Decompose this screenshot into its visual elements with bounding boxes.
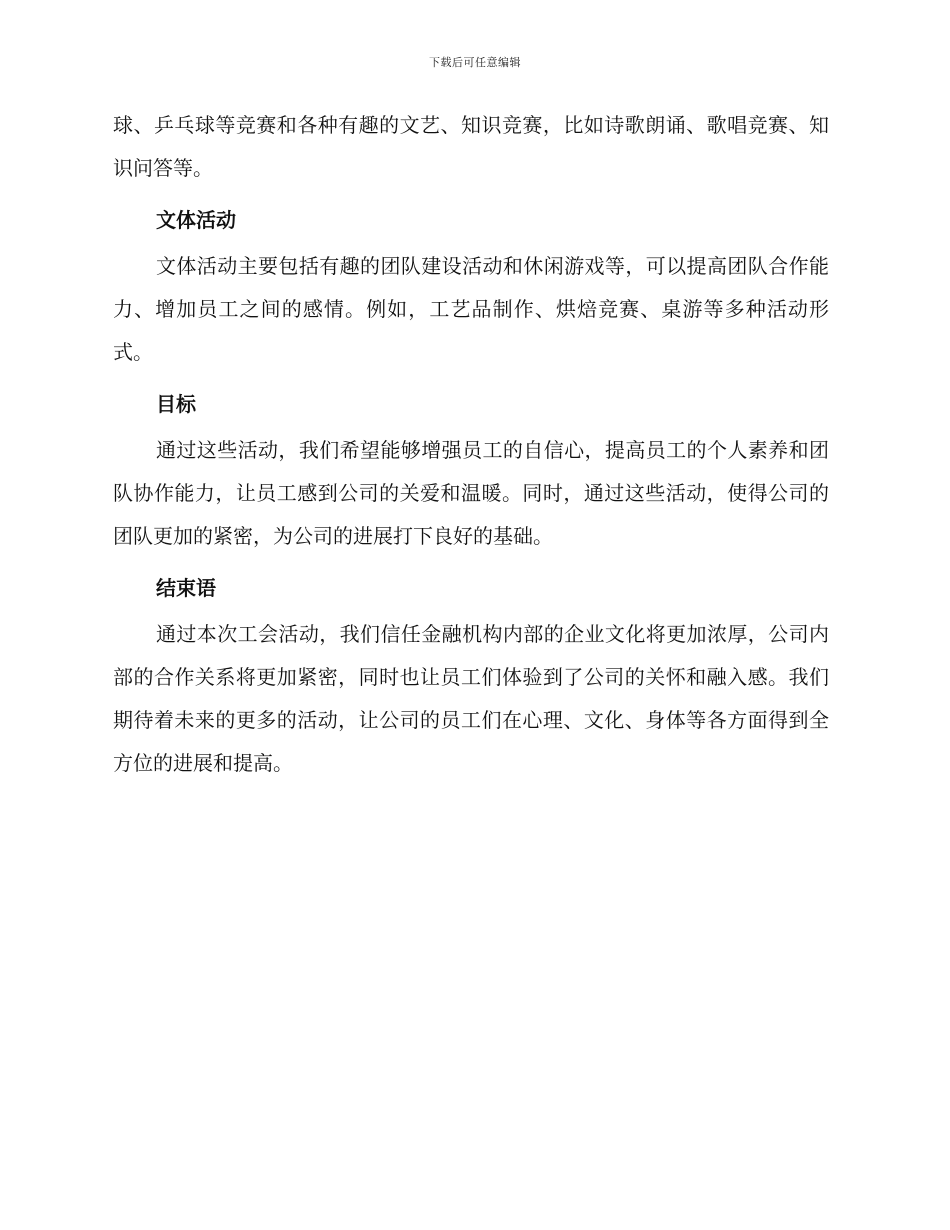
section-heading-conclusion: 结束语 bbox=[156, 576, 216, 600]
continued-paragraph: 球、乒乓球等竞赛和各种有趣的文艺、知识竞赛，比如诗歌朗诵、歌唱竞赛、知识问答等。 bbox=[113, 113, 829, 180]
paragraph-conclusion: 通过本次工会活动，我们信任金融机构内部的企业文化将更加浓厚，公司内部的合作关系将更加紧密，同时也让员工们体验到了公司的关怀和融入感。我们期待着未来的更多的活动，让公司的员工们在心理、文化、身体等各方面得到全方位的进展和提高。 bbox=[113, 622, 829, 775]
paragraph-sports-activities: 文体活动主要包括有趣的团队建设活动和休闲游戏等，可以提高团队合作能力、增加员工之间的感情。例如，工艺品制作、烘焙竞赛、桌游等多种活动形式。 bbox=[113, 254, 829, 364]
section-heading-sports-activities: 文体活动 bbox=[156, 208, 236, 232]
paragraph-goals: 通过这些活动，我们希望能够增强员工的自信心，提高员工的个人素养和团队协作能力，让员工感到公司的关爱和温暖。同时，通过这些活动，使得公司的团队更加的紧密，为公司的进展打下良好的基础。 bbox=[113, 438, 829, 548]
header-note: 下载后可任意编辑 bbox=[429, 56, 521, 69]
section-heading-goals: 目标 bbox=[156, 392, 196, 416]
document-body bbox=[113, 104, 829, 785]
